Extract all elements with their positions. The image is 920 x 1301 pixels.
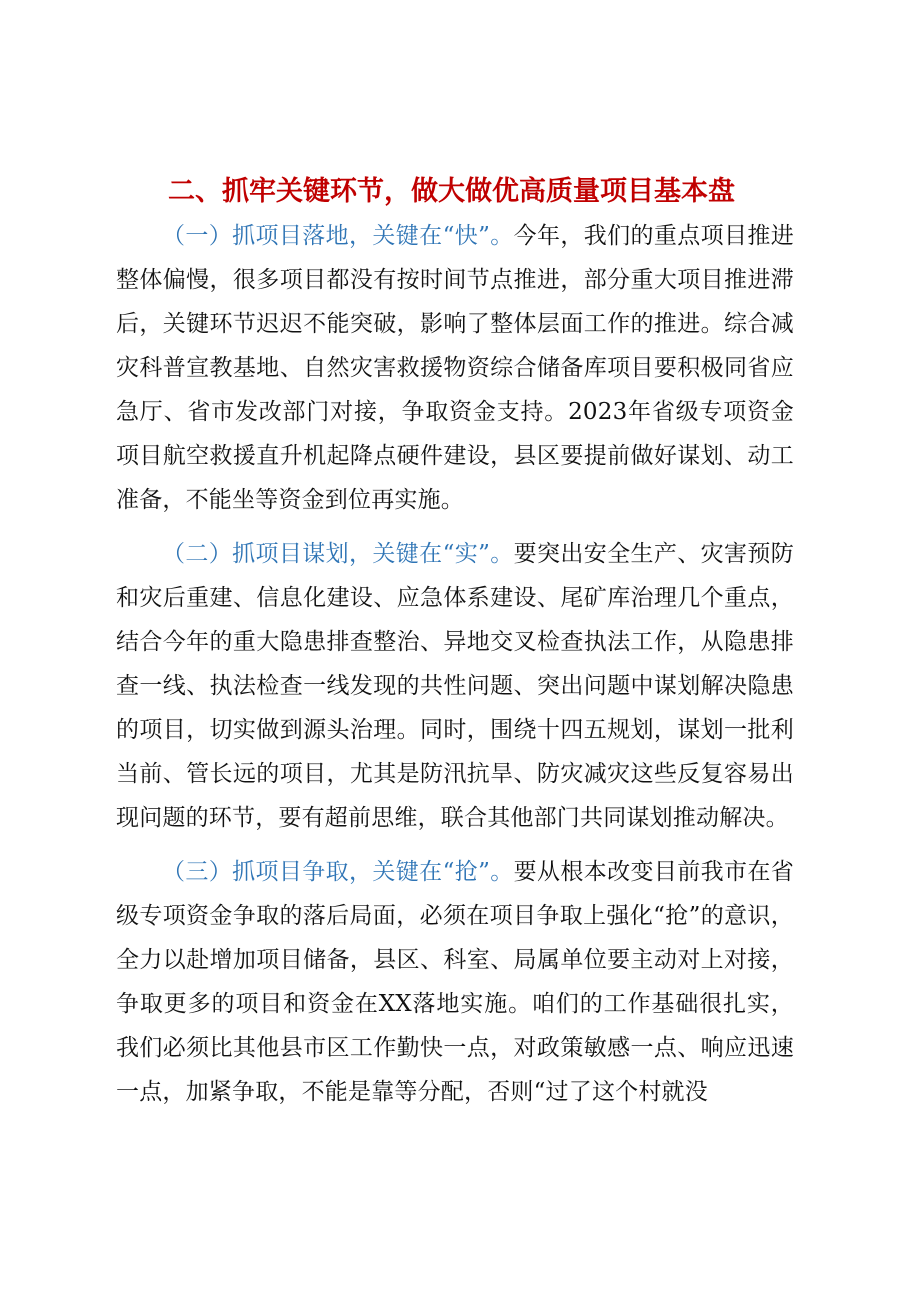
paragraph-3	[116, 850, 794, 1114]
paragraph-lead: （三）抓项目争取，关键在“抢”。	[162, 859, 514, 885]
section-heading: 二、抓牢关键环节，做大做优高质量项目基本盘	[168, 176, 735, 207]
paragraph-text: 今年，我们的重点项目推进整体偏慢，很多项目都没有按时间节点推进，部分重大项目推进滞后，关键环节迟迟不能突破，影响了整体层面工作的推进。综合减灾科普宣教基地、自然灾害救援物资综合储备库项目要积极同省应急厅、省市发改部门对接，争取资金支持。2023年省级专项资金项目航空救援直升机起降点硬件建设，县区要提前做好谋划、动工准备，不能坐等资金到位再实施。	[116, 223, 794, 513]
paragraph-lead: （二）抓项目谋划，关键在“实”。	[162, 541, 514, 567]
paragraph-text: 要突出安全生产、灾害预防和灾后重建、信息化建设、应急体系建设、尾矿库治理几个重点，结合今年的重大隐患排查整治、异地交叉检查执法工作，从隐患排查一线、执法检查一线发现的共性问题、突出问题中谋划解决隐患的项目，切实做到源头治理。同时，围绕十四五规划，谋划一批利当前、管长远的项目，尤其是防汛抗旱、防灾减灾这些反复容易出现问题的环节，要有超前思维，联合其他部门共同谋划推动解决。	[116, 541, 794, 831]
paragraph-lead: （一）抓项目落地，关键在“快”。	[162, 223, 514, 249]
document-body	[116, 170, 794, 1114]
paragraph-2	[116, 532, 794, 840]
paragraph-1	[116, 214, 794, 522]
paragraph-text: 要从根本改变目前我市在省级专项资金争取的落后局面，必须在项目争取上强化“抢”的意识，全力以赴增加项目储备，县区、科室、局属单位要主动对上对接，争取更多的项目和资金在XX落地实施。咱们的工作基础很扎实，我们必须比其他县市区工作勤快一点，对政策敏感一点、响应迅速一点，加紧争取，不能是靠等分配，否则“过了这个村就没	[116, 859, 794, 1105]
